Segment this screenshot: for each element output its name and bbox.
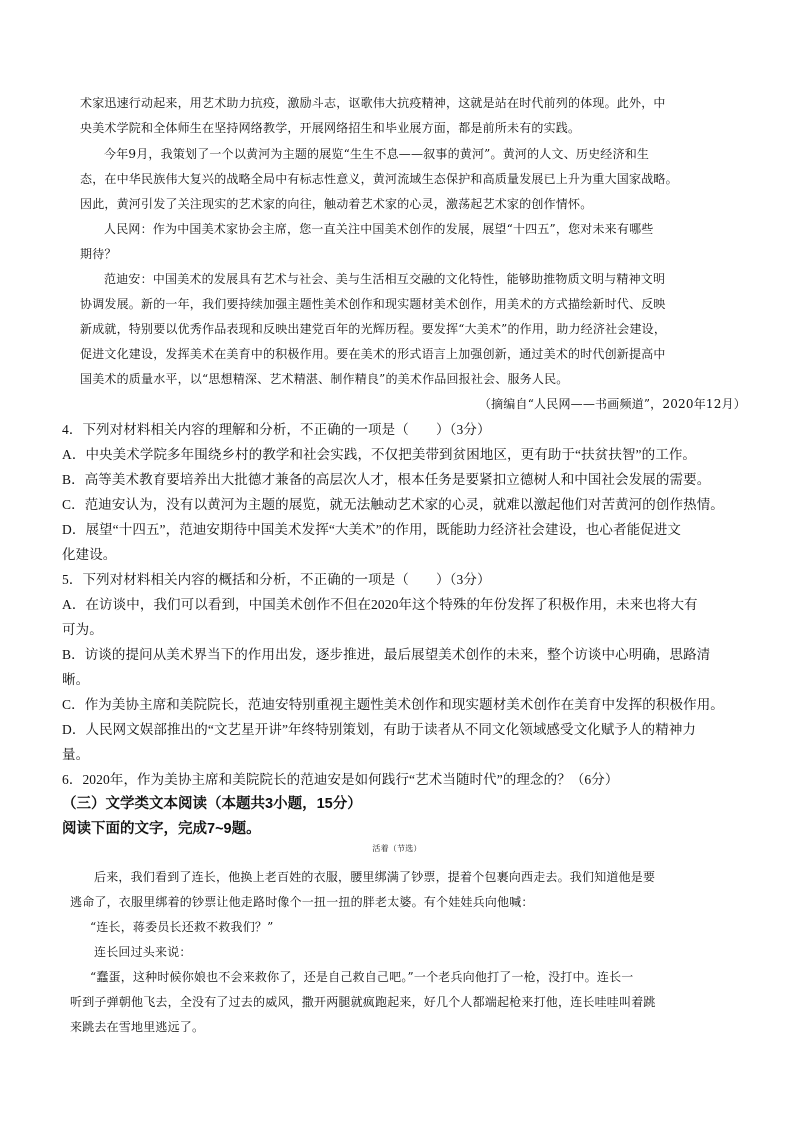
interview-answer-line: 国美术的质量水平，以“思想精深、艺术精湛、制作精良”的美术作品回报社会、服务人民。 (80, 372, 569, 386)
question-5-option-a: A．在访谈中，我们可以看到，中国美术创作不但在2020年这个特殊的年份发挥了积极作用，未来也将大有 (62, 597, 698, 612)
question-5-option-b-cont: 晰。 (62, 672, 90, 687)
question-4-option-c: C．范迪安认为，没有以黄河为主题的展览，就无法触动艺术家的心灵，就难以激起他们对苦黄河的创作热情。 (62, 497, 724, 512)
question-5-option-d-cont: 量。 (62, 747, 90, 762)
question-5-option-c: C．作为美协主席和美院院长，范迪安特别重视主题性美术创作和现实题材美术创作在美育中发挥的积极作用。 (62, 697, 724, 712)
material-paragraph-line: 态，在中华民族伟大复兴的战略全局中有标志性意义，黄河流域生态保护和高质量发展已上升为重大国家战略。 (80, 172, 678, 186)
story-paragraph-line: 后来，我们看到了连长，他换上老百姓的衣服，腰里绑满了钞票，提着个包裹向西走去。我们知道他是要 (94, 870, 656, 884)
story-paragraph-line: 逃命了，衣服里绑着的钞票让他走路时像个一扭一扭的胖老太婆。有个娃娃兵向他喊： (70, 895, 534, 909)
story-paragraph-line: 听到子弹朝他飞去，全没有了过去的威风，撒开两腿就疯跑起来，好几个人都端起枪来打他，连长哇哇叫着跳 (70, 995, 656, 1009)
story-dialogue-line: “连长，蒋委员长还救不救我们？” (90, 920, 274, 934)
material-paragraph-line: 因此，黄河引发了关注现实的艺术家的向往，触动着艺术家的心灵，激荡起艺术家的创作情怀。 (80, 197, 593, 211)
interview-answer-line: 范迪安：中国美术的发展具有艺术与社会、美与生活相互交融的文化特性，能够助推物质文明与精神文明 (104, 272, 666, 286)
interview-question-line: 期待？ (80, 247, 117, 261)
interview-answer-line: 协调发展。新的一年，我们要持续加强主题性美术创作和现实题材美术创作，用美术的方式描绘新时代、反映 (80, 297, 666, 311)
story-paragraph-line: 来跳去在雪地里逃远了。 (70, 1020, 205, 1034)
story-dialogue-line: “蠢蛋，这种时候你娘也不会来救你了，还是自己救自己吧。”一个老兵向他打了一枪，没打中。连长一 (90, 970, 634, 984)
question-4-option-d-cont: 化建设。 (62, 547, 117, 562)
material-source: （摘编自“人民网——书画频道”，2020年12月） (478, 397, 746, 411)
question-4-stem: 4．下列对材料相关内容的理解和分析，不正确的一项是（ ）（3分） (62, 422, 491, 437)
interview-question-line: 人民网：作为中国美术家协会主席，您一直关注中国美术创作的发展，展望“十四五”，您对未来有哪些 (104, 222, 654, 236)
question-6-stem: 6．2020年，作为美协主席和美院院长的范迪安是如何践行“艺术当随时代”的理念的？（6分） (62, 772, 619, 787)
question-4-option-d: D．展望“十四五”，范迪安期待中国美术发挥“大美术”的作用，既能助力经济社会建设，也心者能促进文 (62, 522, 682, 537)
question-5-option-b: B．访谈的提问从美术界当下的作用出发，逐步推进，最后展望美术创作的未来，整个访谈中心明确，思路清 (62, 647, 711, 662)
question-4-option-a: A．中央美术学院多年围绕乡村的教学和社会实践，不仅把美带到贫困地区，更有助于“扶贫扶智”的工作。 (62, 447, 697, 462)
question-5-stem: 5．下列对材料相关内容的概括和分析，不正确的一项是（ ）（3分） (62, 572, 491, 587)
question-5-option-d: D．人民网文娱部推出的“文艺星开讲”年终特别策划，有助于读者从不同文化领域感受文化赋予人的精神力 (62, 722, 697, 737)
interview-answer-line: 新成就，特别要以优秀作品表现和反映出建党百年的光辉历程。要发挥“大美术”的作用，助力经济社会建设， (80, 322, 667, 336)
interview-answer-line: 促进文化建设，发挥美术在美育中的积极作用。要在美术的形式语言上加强创新，通过美术的时代创新提高中 (80, 347, 666, 361)
story-paragraph-line: 连长回过头来说： (94, 945, 192, 959)
material-paragraph-line: 术家迅速行动起来，用艺术助力抗疫，激励斗志，讴歌伟大抗疫精神，这就是站在时代前列的体现。此外，中 (80, 96, 666, 110)
material-paragraph-line: 今年9月，我策划了一个以黄河为主题的展览“生生不息——叙事的黄河”。黄河的人文、历史经济和生 (104, 147, 650, 161)
story-title: 活着（节选） (372, 844, 422, 853)
section-heading: （三）文学类文本阅读（本题共3小题，15分） (62, 796, 362, 812)
question-5-option-a-cont: 可为。 (62, 622, 103, 637)
material-paragraph-line: 央美术学院和全体师生在坚持网络教学，开展网络招生和毕业展方面，都是前所未有的实践。 (80, 121, 581, 135)
question-4-option-b: B．高等美术教育要培养出大批德才兼备的高层次人才，根本任务是要紧扣立德树人和中国社会发展的需要。 (62, 472, 711, 487)
section-instruction: 阅读下面的文字，完成7~9题。 (62, 821, 261, 837)
